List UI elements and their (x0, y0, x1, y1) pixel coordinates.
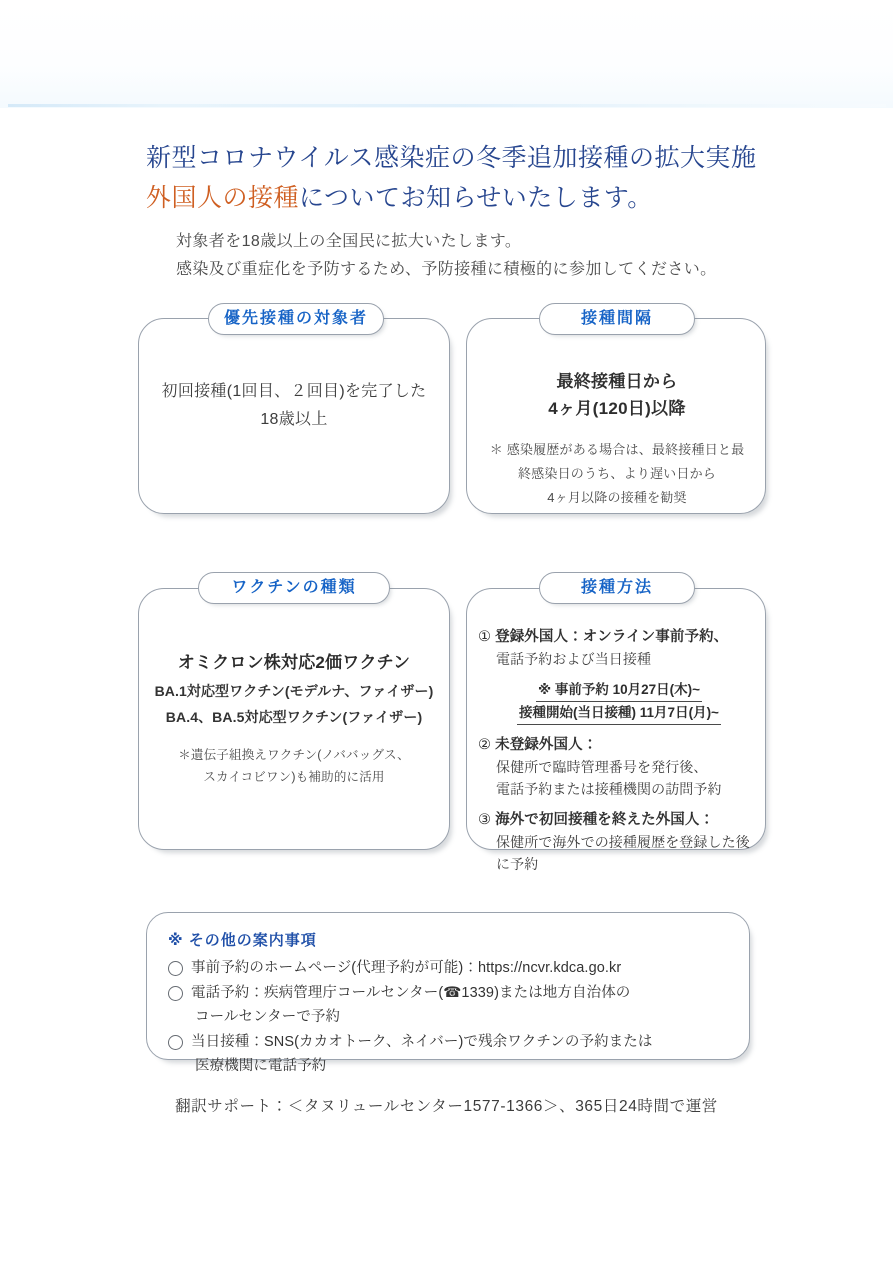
method-schedule (478, 679, 760, 725)
vaccine-main-label: オミクロン株対応2価ワクチン (177, 653, 411, 672)
method-step-3-number: ③ (478, 812, 492, 828)
method-step-1-number: ① (478, 629, 492, 645)
scan-artifact-line (8, 104, 886, 107)
vaccine-sub-line-2: BA.4、BA.5対応型ワクチン(ファイザー) (165, 709, 423, 725)
vaccine-sub-line-1: BA.1対応型ワクチン(モデルナ、ファイザー) (154, 683, 434, 699)
panel-body-priority-targets (152, 378, 436, 434)
method-step-3-head (478, 809, 760, 831)
note-item-phone-reservation-text (191, 981, 740, 1029)
method-step-1-head (478, 626, 760, 648)
priority-line-2: 18歳以上 (260, 411, 328, 428)
translation-support-footer: 翻訳サポート：＜タヌリュールセンター1577-1366＞、365日24時間で運営 (175, 1098, 718, 1115)
note-item-online-reservation (168, 956, 740, 980)
method-step-1-sub: 電話予約および当日接種 (496, 651, 652, 667)
interval-note (478, 438, 756, 510)
note-item-sameday-line2: 医療機関に電話予約 (195, 1058, 327, 1074)
subheading-line-1: 対象者を18歳以上の全国民に拡大いたします。 (176, 233, 522, 250)
vaccine-note-line-2: スカイコビワン)も補助的に活用 (203, 770, 385, 784)
method-schedule-line-2: 接種開始(当日接種) 11月7日(月)~ (517, 702, 721, 725)
other-information-heading: ※ その他の案内事項 (168, 932, 317, 949)
method-step-2-number: ② (478, 737, 492, 753)
method-step-1-title: 登録外国人：オンライン事前予約、 (495, 629, 729, 645)
circle-bullet-icon (168, 986, 183, 1001)
heading-line-2-rest: についてお知らせいたします。 (299, 184, 653, 212)
method-step-3 (478, 809, 760, 875)
note-item-sameday-vaccination-text (191, 1030, 740, 1078)
vaccine-note-line-1: ＊遺伝子組換えワクチン(ノババッグス、 (178, 748, 410, 762)
note-item-phone-reservation-line2: コールセンターで予約 (195, 1009, 341, 1025)
heading-highlight-foreigner: 外国人の接種 (146, 184, 300, 212)
note-item-phone-reservation-line1: 電話予約：疾病管理庁コールセンター(☎1339)または地方自治体の (191, 985, 631, 1001)
vaccine-note (146, 744, 442, 788)
panel-body-vaccination-interval (478, 368, 756, 510)
heading-line-2 (146, 180, 786, 216)
method-step-1 (478, 626, 760, 670)
panel-title-priority-targets: 優先接種の対象者 (208, 303, 384, 335)
method-step-3-sub: 保健所で海外での接種履歴を登録した後 (496, 834, 750, 850)
method-step-2-head (478, 734, 760, 756)
priority-line-1: 初回接種(1回目、２回目)を完了した (161, 383, 427, 400)
note-item-sameday-line1: 当日接種：SNS(カカオトーク、ネイバー)で残余ワクチンの予約または (191, 1034, 653, 1050)
interval-note-line-2: 終感染日のうち、より遅い日から (517, 466, 716, 481)
method-step-2-sub2: 電話予約または接種機関の訪問予約 (496, 781, 722, 797)
note-item-phone-reservation (168, 981, 740, 1029)
subheading-block (176, 228, 796, 284)
method-schedule-line-1: ※ 事前予約 10月27日(木)~ (536, 679, 702, 702)
panel-title-vaccination-interval: 接種間隔 (539, 303, 695, 335)
page-title (146, 140, 786, 216)
subheading-line-2: 感染及び重症化を予防するため、予防接種に積極的に参加してください。 (176, 261, 717, 278)
interval-note-line-1: ＊ 感染履歴がある場合は、最終接種日と最 (489, 442, 745, 457)
panel-body-vaccine-types (146, 648, 442, 788)
method-step-2 (478, 734, 760, 800)
note-item-online-reservation-text: 事前予約のホームページ(代理予約が可能)：https://ncvr.kdca.go.kr (191, 960, 622, 976)
interval-note-line-3: 4ヶ月以降の接種を勧奨 (547, 490, 687, 505)
method-step-3-title: 海外で初回接種を終えた外国人： (495, 812, 715, 828)
other-information-body (168, 928, 740, 1079)
scan-band (0, 0, 893, 108)
panel-title-vaccination-method: 接種方法 (539, 572, 695, 604)
circle-bullet-icon (168, 961, 183, 976)
panel-body-vaccination-method (478, 626, 760, 884)
heading-line-1: 新型コロナウイルス感染症の冬季追加接種の拡大実施 (146, 144, 757, 172)
interval-strong-line-1: 最終接種日から (556, 372, 678, 391)
method-step-2-sub: 保健所で臨時管理番号を発行後、 (496, 759, 708, 775)
circle-bullet-icon (168, 1035, 183, 1050)
method-step-2-title: 未登録外国人： (495, 737, 598, 753)
method-step-3-sub2: に予約 (496, 856, 539, 872)
interval-strong-line-2: 4ヶ月(120日)以降 (548, 399, 686, 418)
panel-title-vaccine-types: ワクチンの種類 (198, 572, 390, 604)
note-item-sameday-vaccination (168, 1030, 740, 1078)
